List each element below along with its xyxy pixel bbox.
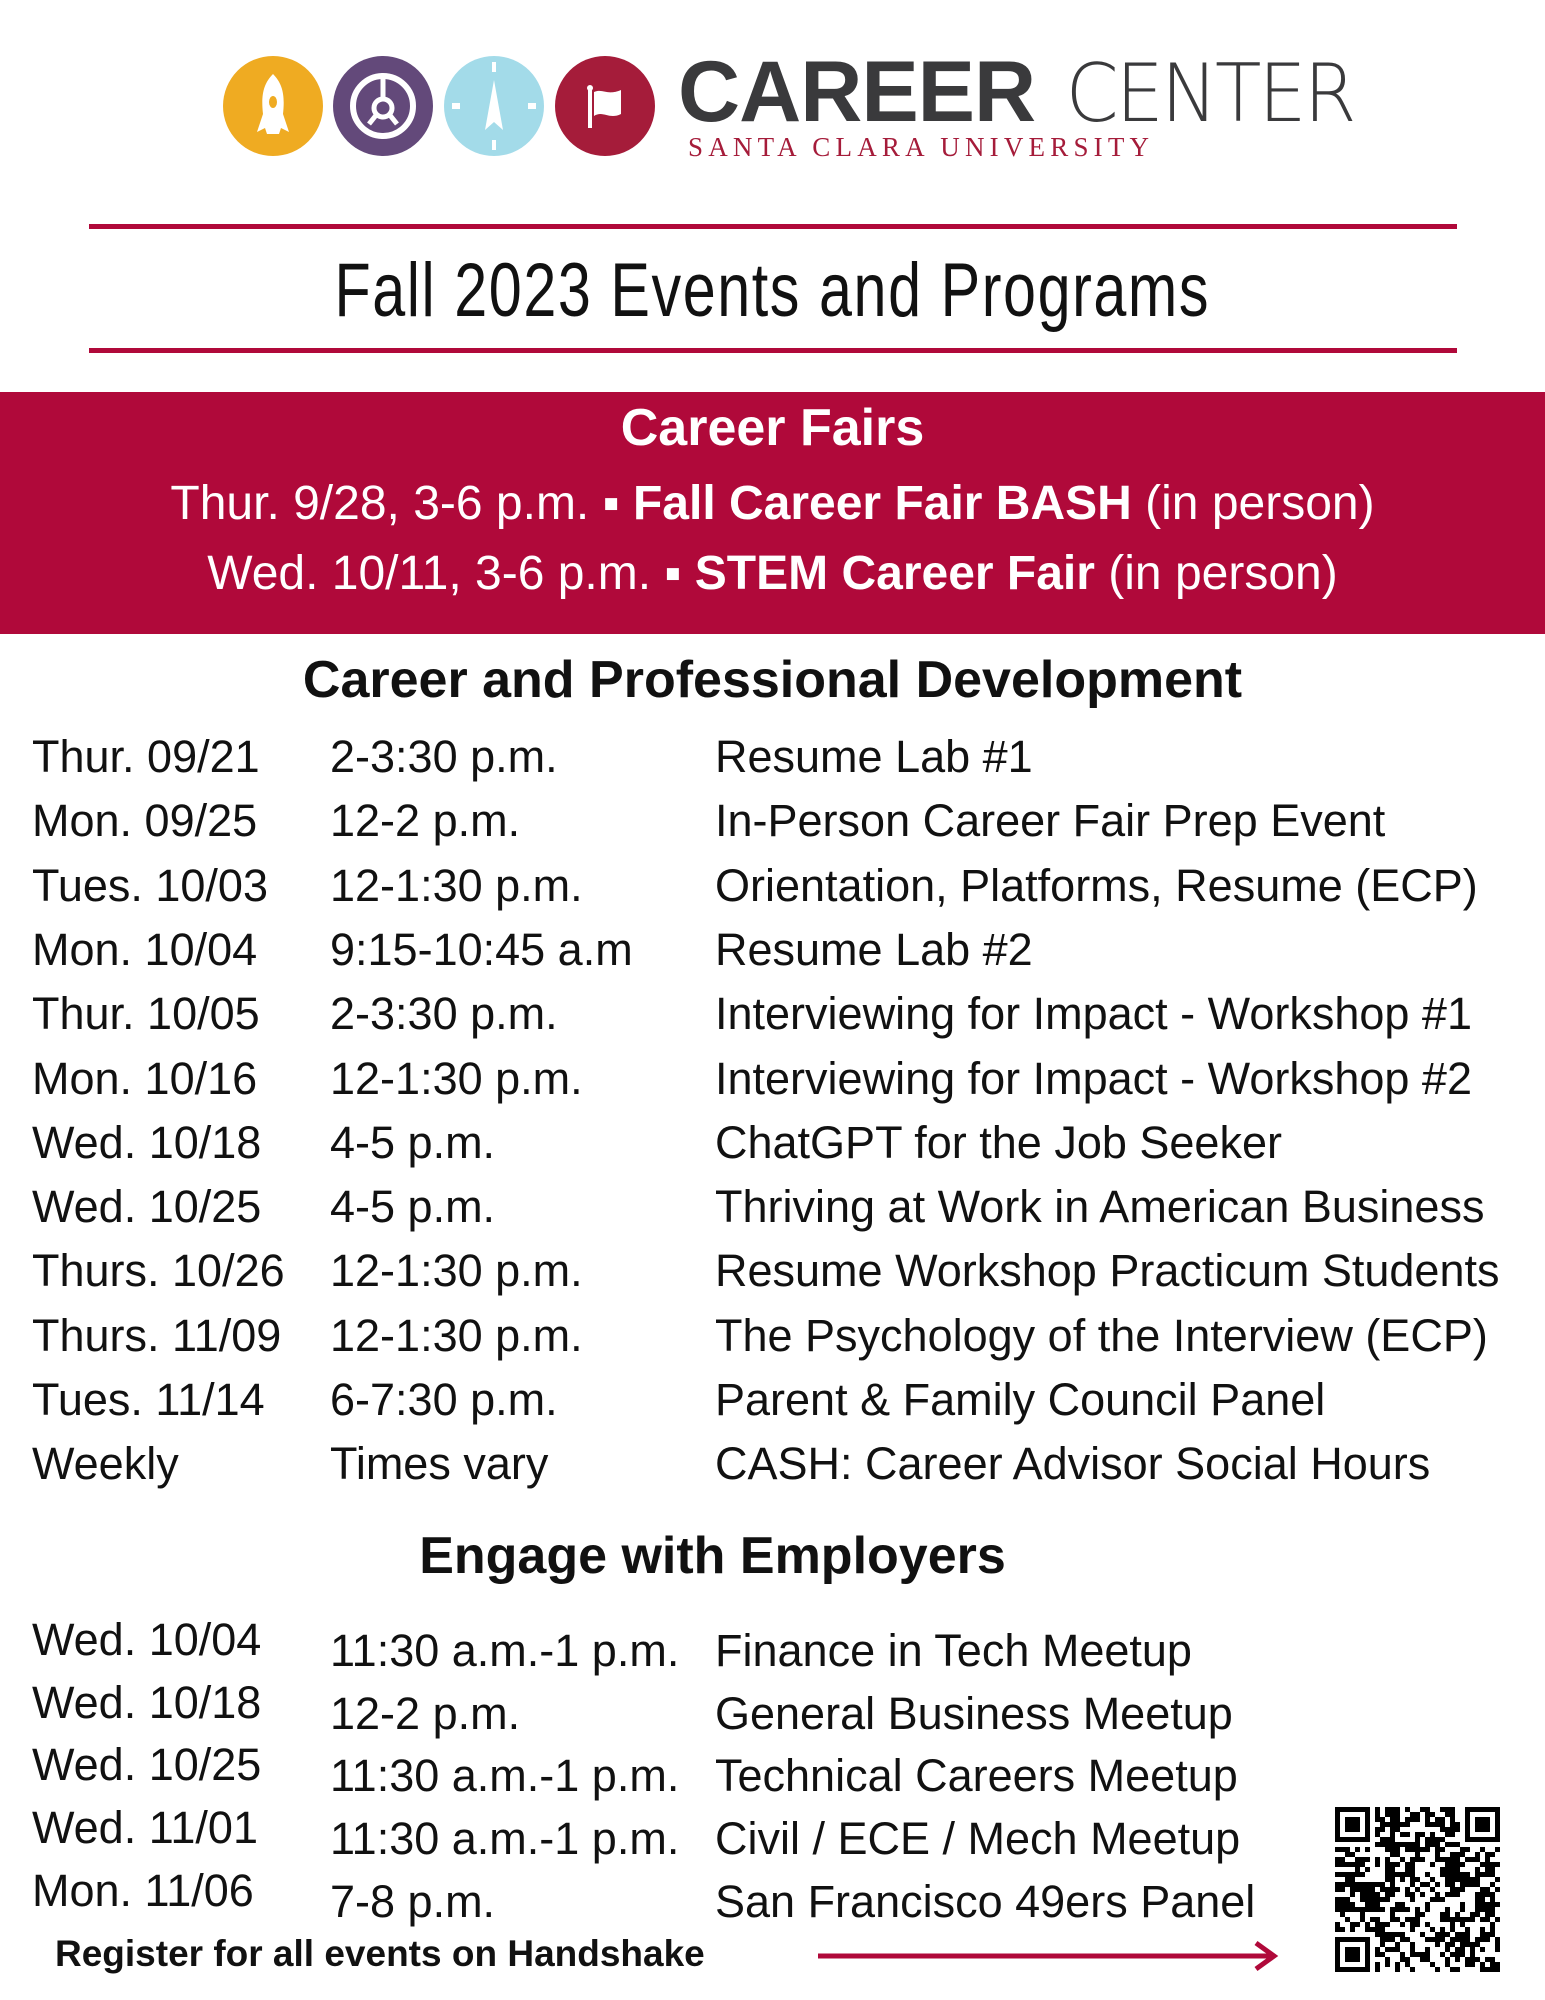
- event-date: Thurs. 11/09: [32, 1309, 282, 1361]
- event-event: Interviewing for Impact - Workshop #2: [715, 1052, 1472, 1104]
- event-date: Mon. 10/16: [32, 1052, 258, 1104]
- event-time: 4-5 p.m.: [330, 1116, 496, 1168]
- event-time: 2-3:30 p.m.: [330, 988, 558, 1040]
- logo-university: SANTA CLARA UNIVERSITY: [688, 132, 1155, 162]
- event-event: Technical Careers Meetup: [715, 1750, 1238, 1802]
- event-date: Wed. 10/04: [32, 1614, 262, 1665]
- event-event: Civil / ECE / Mech Meetup: [715, 1813, 1241, 1865]
- event-event: Orientation, Platforms, Resume (ECP): [715, 859, 1478, 911]
- event-time: 11:30 a.m.-1 p.m.: [330, 1625, 680, 1676]
- event-date: Weekly: [32, 1438, 179, 1490]
- register-note: Register for all events on Handshake: [55, 1933, 705, 1974]
- event-time: 4-5 p.m.: [330, 1181, 496, 1233]
- event-time: 12-1:30 p.m.: [330, 1052, 583, 1104]
- event-time: 12-1:30 p.m.: [330, 859, 583, 911]
- event-event: General Business Meetup: [715, 1687, 1233, 1739]
- page-title: Fall 2023 Events and Programs: [334, 248, 1211, 333]
- event-event: ChatGPT for the Job Seeker: [715, 1116, 1282, 1168]
- career-fair-row: Thur. 9/28, 3-6 p.m. ▪ Fall Career Fair BASH (in person): [170, 477, 1375, 530]
- event-event: Resume Workshop Practicum Students: [715, 1245, 1500, 1297]
- event-date: Tues. 11/14: [32, 1374, 265, 1425]
- flag-icon: [555, 56, 655, 156]
- event-date: Tues. 10/03: [32, 859, 268, 911]
- event-event: Parent & Family Council Panel: [715, 1374, 1326, 1425]
- event-time: 6-7:30 p.m.: [330, 1374, 558, 1425]
- career-fairs-section: [0, 392, 1545, 634]
- event-date: Thurs. 10/26: [32, 1245, 285, 1297]
- divider-bottom: [89, 348, 1457, 353]
- event-event: Resume Lab #1: [715, 731, 1033, 782]
- event-date: Wed. 10/18: [32, 1116, 262, 1168]
- career-fair-row: Wed. 10/11, 3-6 p.m. ▪ STEM Career Fair (in person): [207, 547, 1338, 600]
- event-date: Mon. 09/25: [32, 795, 258, 847]
- logo-wordmark: CAREER CENTER: [678, 44, 1354, 140]
- event-time: 2-3:30 p.m.: [330, 731, 558, 782]
- event-date: Wed. 11/01: [32, 1802, 258, 1854]
- steering-wheel-icon: [333, 56, 433, 156]
- event-event: In-Person Career Fair Prep Event: [715, 795, 1386, 847]
- event-date: Wed. 10/18: [32, 1676, 262, 1728]
- event-time: 7-8 p.m.: [330, 1875, 496, 1927]
- employers-heading: Engage with Employers: [419, 1527, 1006, 1585]
- development-heading: Career and Professional Development: [302, 651, 1243, 709]
- event-time: 12-1:30 p.m.: [330, 1309, 583, 1361]
- event-time: 12-2 p.m.: [330, 795, 521, 847]
- event-event: CASH: Career Advisor Social Hours: [715, 1438, 1431, 1490]
- rocket-icon: [223, 56, 323, 156]
- event-time: 9:15-10:45 a.m: [330, 923, 633, 975]
- event-event: Finance in Tech Meetup: [715, 1625, 1192, 1676]
- event-date: Mon. 11/06: [32, 1864, 254, 1916]
- qr-code[interactable]: [1335, 1807, 1500, 1972]
- arrow-right-icon: [816, 1940, 1280, 1972]
- event-event: Interviewing for Impact - Workshop #1: [715, 988, 1472, 1040]
- event-event: Resume Lab #2: [715, 923, 1033, 975]
- divider-top: [89, 224, 1457, 229]
- career-fairs-heading: Career Fairs: [620, 399, 925, 457]
- event-date: Wed. 10/25: [32, 1739, 262, 1791]
- compass-icon: [444, 56, 544, 156]
- event-event: San Francisco 49ers Panel: [715, 1875, 1256, 1927]
- event-event: Thriving at Work in American Business: [715, 1181, 1485, 1233]
- event-date: Thur. 09/21: [32, 731, 260, 782]
- event-time: Times vary: [330, 1438, 549, 1490]
- event-date: Mon. 10/04: [32, 923, 258, 975]
- event-time: 12-2 p.m.: [330, 1687, 521, 1739]
- event-date: Thur. 10/05: [32, 988, 260, 1040]
- event-time: 11:30 a.m.-1 p.m.: [330, 1750, 680, 1802]
- event-time: 11:30 a.m.-1 p.m.: [330, 1813, 680, 1865]
- event-event: The Psychology of the Interview (ECP): [715, 1309, 1488, 1361]
- event-date: Wed. 10/25: [32, 1181, 262, 1233]
- event-time: 12-1:30 p.m.: [330, 1245, 583, 1297]
